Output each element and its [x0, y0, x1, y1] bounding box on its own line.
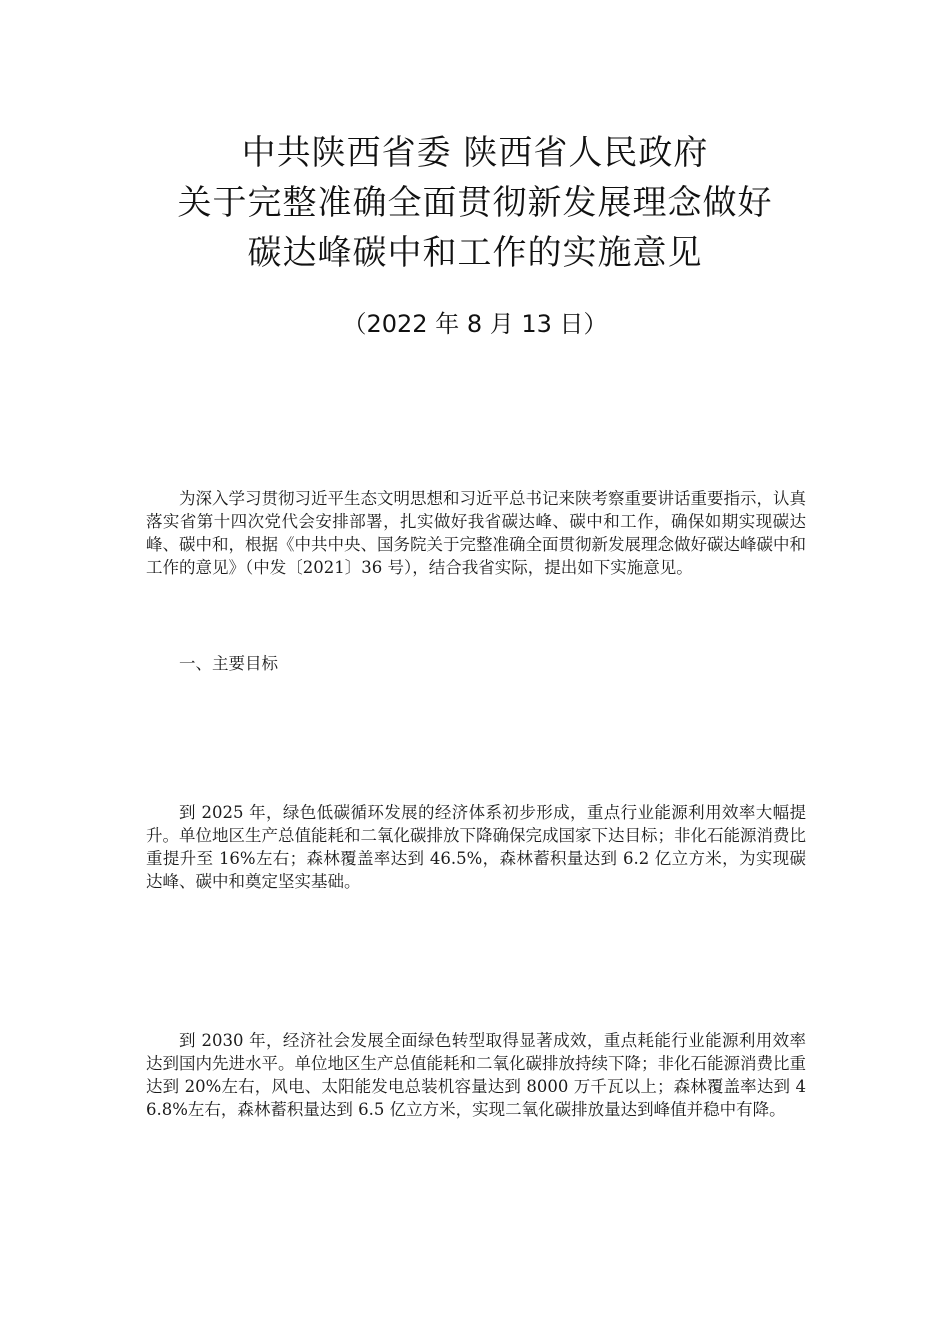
title-line-3: 碳达峰碳中和工作的实施意见	[247, 233, 703, 273]
goal-2030-paragraph: 到 2030 年，经济社会发展全面绿色转型取得显著成效，重点耗能行业能源利用效率达到国内先进水平。单位地区生产总值能耗和二氧化碳排放持续下降；非化石能源消费比重达到 20%左右，风电、太阳能发电总装机容量达到 8000 万千瓦以上；森林覆盖率达到 46.8%左右，森林蓄积量达到 6.5 亿立方米，实现二氧化碳排放量达到峰值并稳中有降。	[146, 1031, 806, 1119]
document-date: （2022 年 8 月 13 日）	[342, 310, 608, 338]
section-heading: 一、主要目标	[179, 654, 278, 673]
document-title	[0, 128, 950, 278]
title-line-2: 关于完整准确全面贯彻新发展理念做好	[177, 183, 773, 223]
title-line-1: 中共陕西省委 陕西省人民政府	[241, 133, 709, 173]
goal-2025-paragraph: 到 2025 年，绿色低碳循环发展的经济体系初步形成，重点行业能源利用效率大幅提升。单位地区生产总值能耗和二氧化碳排放下降确保完成国家下达目标；非化石能源消费比重提升至 16%左右；森林覆盖率达到 46.5%，森林蓄积量达到 6.2 亿立方米，为实现碳达峰、碳中和奠定坚实基础。	[146, 803, 806, 891]
intro-paragraph: 为深入学习贯彻习近平生态文明思想和习近平总书记来陕考察重要讲话重要指示，认真落实省第十四次党代会安排部署，扎实做好我省碳达峰、碳中和工作，确保如期实现碳达峰、碳中和，根据《中共中央、国务院关于完整准确全面贯彻新发展理念做好碳达峰碳中和工作的意见》（中发〔2021〕36 号），结合我省实际，提出如下实施意见。	[146, 489, 806, 577]
